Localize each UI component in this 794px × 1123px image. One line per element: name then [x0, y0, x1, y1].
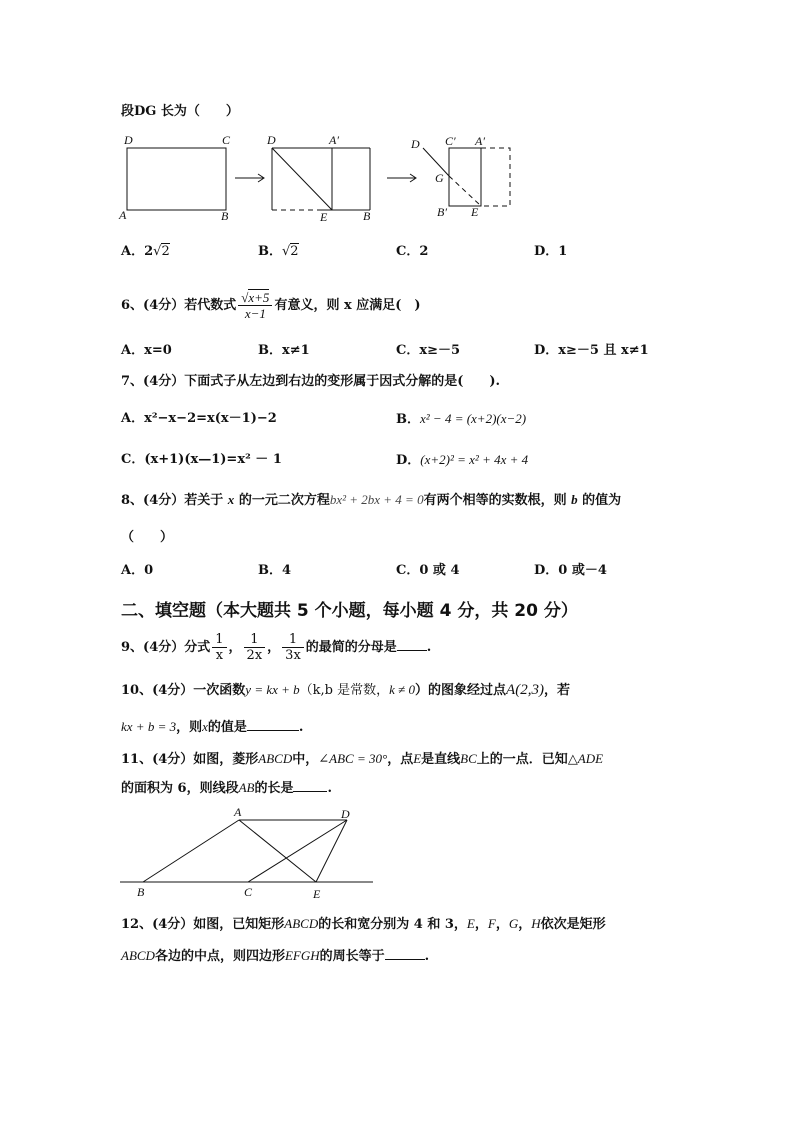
label-d: D [124, 133, 133, 147]
label-d2: D [267, 133, 276, 147]
q6-prefix: 6、(4分）若代数式 [121, 298, 237, 313]
rect-abcd [127, 148, 226, 210]
label-a1-3: A′ [475, 134, 485, 148]
q6-option-a: A．x=0 [121, 343, 172, 358]
section-title: 二、填空题（本大题共 5 个小题，每小题 4 分，共 20 分） [121, 601, 578, 621]
q6-denominator: x−1 [244, 306, 266, 321]
q10-line1: 10、(4分）一次函数y = kx + b（k,b 是常数，k ≠ 0）的图象经过点A(2,3)，若 [121, 682, 570, 698]
q8-option-b: B．4 [258, 563, 292, 578]
q5-option-b [258, 244, 299, 260]
q8-option-c: C．0 或 4 [396, 563, 460, 578]
q12-answer-blank[interactable] [385, 959, 425, 960]
q5-option-a-text: A．2 [121, 244, 154, 259]
label-c1: C′ [445, 134, 456, 148]
q5-option-b-radicand: 2 [290, 244, 299, 259]
q9-fraction-3: $\frac{1}{3x}$ [282, 632, 304, 663]
q9-fraction-1: $\frac{1}{x}$ [212, 632, 226, 663]
q12-line2: ABCD各边的中点，则四边形EFGH的周长等于 . [121, 948, 430, 964]
q7-option-c: C．(x+1)(x—1)=x² － 1 [121, 452, 282, 467]
q7-option-d-expr: (x+2)² = x² + 4x + 4 [420, 452, 529, 467]
label-d3: D [411, 137, 420, 151]
q7-option-b-label: B． [396, 412, 420, 427]
q5-option-a-radicand: 2 [161, 244, 170, 259]
q11-line2: 的面积为 6，则线段AB的长是 . [121, 780, 333, 796]
label-b2: B [363, 209, 371, 223]
label-c: C [222, 133, 231, 147]
label-b: B [137, 885, 145, 899]
q7-stem: 7、(4分）下面式子从左边到右边的变形属于因式分解的是( ). [121, 374, 501, 389]
q6-numerator: √x+5 [238, 290, 272, 306]
q6-fraction [238, 290, 272, 321]
q5-stem: 段DG 长为（ ） [121, 104, 239, 119]
q6-option-b: B．x≠1 [258, 343, 310, 358]
q12-line1: 12、(4分）如图，已知矩形ABCD的长和宽分别为 4 和 3，E，F，G，H依次是矩形 [121, 916, 606, 932]
q8-paren: （ ） [121, 530, 174, 545]
q5-option-d: D．1 [534, 244, 568, 259]
q7-option-b-expr: x² − 4 = (x+2)(x−2) [420, 411, 527, 426]
label-e: E [313, 887, 321, 901]
label-a1: A′ [329, 133, 339, 147]
q6-option-d: D．x≥－5 且 x≠1 [534, 343, 649, 358]
q9-answer-blank[interactable] [397, 650, 427, 651]
q9-fraction-2: $\frac{1}{2x}$ [244, 632, 266, 663]
q7-option-b [396, 411, 526, 428]
q10-answer-blank[interactable] [247, 730, 299, 731]
label-d: D [341, 807, 350, 821]
q6-option-c: C．x≥－5 [396, 343, 461, 358]
label-b: B [221, 209, 229, 223]
sqrt-symbol: √ [153, 244, 162, 259]
q7-option-d [396, 452, 528, 469]
q5-option-b-text: B． [258, 244, 282, 259]
label-a: A [234, 805, 242, 819]
q11-rhombus-figure [115, 804, 380, 904]
q9-stem: 9、(4分）分式 $\frac{1}{x}$ ， $\frac{1}{2x}$ ， $\frac{1}{3x}$ 的最简的分母是 . [121, 632, 432, 663]
q7-option-d-label: D． [396, 453, 421, 468]
q8-stem: 8、(4分）若关于 x 的一元二次方程bx² + 2bx + 4 = 0有两个相等的实数根，则 b 的值为 [121, 492, 622, 508]
q8-option-d: D．0 或－4 [534, 563, 607, 578]
q11-line1: 11、(4分）如图，菱形ABCD中，∠ABC = 30°，点E是直线BC上的一点．已知△ADE [121, 751, 604, 767]
label-c: C [244, 885, 253, 899]
label-e: E [320, 210, 328, 224]
q8-option-a: A．0 [121, 563, 154, 578]
q6-stem [121, 286, 421, 326]
q5-option-c: C．2 [396, 244, 429, 259]
q5-option-a [121, 244, 170, 260]
sqrt-symbol: √ [282, 244, 291, 259]
label-e3: E [471, 205, 479, 219]
q5-folding-figure [115, 128, 515, 228]
q8-equation: bx² + 2bx + 4 = 0 [329, 492, 424, 507]
label-a: A [119, 208, 127, 222]
q10-line2: kx + b = 3，则x的值是 . [121, 719, 304, 735]
q7-option-a: A．x²−x−2=x(x－1)−2 [121, 411, 277, 426]
q11-answer-blank[interactable] [293, 791, 327, 792]
q6-suffix: 有意义，则 x 应满足( ) [274, 298, 421, 313]
label-g: G [435, 171, 444, 185]
label-b1: B′ [437, 205, 447, 219]
